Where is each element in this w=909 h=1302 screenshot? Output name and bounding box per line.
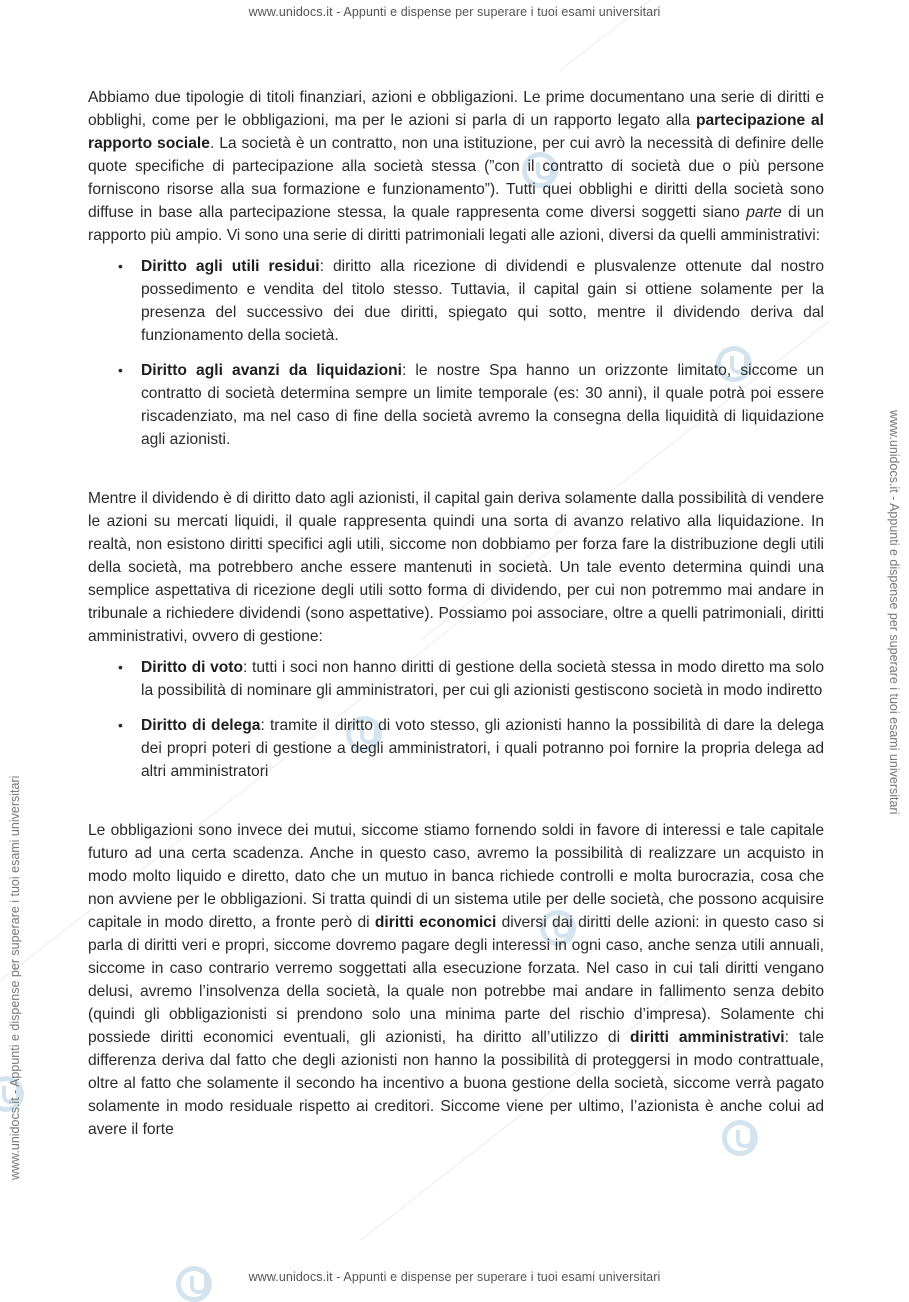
list-item xyxy=(141,656,824,702)
italic-term: parte xyxy=(746,204,782,221)
text-run: di un rapporto più ampio. Vi sono una serie di diritti patrimoniali legati alle azioni, diversi da quelli amministrativi: xyxy=(88,204,824,244)
bold-term: Diritto agli utili residui xyxy=(141,258,320,275)
list-item xyxy=(141,359,824,451)
bold-term: Diritto di delega xyxy=(141,717,261,734)
text-run: : tramite il diritto di voto stesso, gli azionisti hanno la possibilità di dare la delega dei propri poteri di gestione a degli amministratori, i quali potranno poi fornire la propria delega ad altri amministratori xyxy=(141,717,824,780)
header-watermark: www.unidocs.it - Appunti e dispense per superare i tuoi esami universitari xyxy=(248,5,661,19)
list-diritti-amministrativi xyxy=(88,656,824,783)
bold-term: partecipazione al rapporto sociale xyxy=(88,112,824,152)
text-run: Le obbligazioni sono invece dei mutui, siccome stiamo fornendo soldi in favore di interessi e tale capitale futuro ad una certa scadenza. Anche in questo caso, avremo la possibilità di realizzare un acquisto in modo molto liquido e diretto, dato che un mutuo in banca richiede controlli e molta burocrazia, cosa che non avviene per le obbligazioni. Si tratta quindi di un sistema utile per delle società, che possono acquisire capitale in modo diretto, a fronte però di xyxy=(88,822,824,931)
list-diritti-patrimoniali xyxy=(88,255,824,451)
document-body xyxy=(88,86,824,1141)
list-item xyxy=(141,714,824,783)
left-side-watermark: www.unidocs.it - Appunti e dispense per superare i tuoi esami universitari xyxy=(8,775,22,1180)
text-run: . La società è un contratto, non una istituzione, per cui avrò la necessità di definire delle quote specifiche di partecipazione alla società stessa (”con il contratto di società due o più persone forniscono risorse alla sua formazione e funzionamento”). Tutti quei obblighi e diritti della società sono diffuse in base alla partecipazione stessa, la quale rappresenta come diversi soggetti siano xyxy=(88,135,824,221)
right-side-watermark: www.unidocs.it - Appunti e dispense per superare i tuoi esami universitari xyxy=(887,410,901,815)
bold-term: Diritto di voto xyxy=(141,659,244,676)
text-run: Abbiamo due tipologie di titoli finanziari, azioni e obbligazioni. Le prime documentano una serie di diritti e obblighi, come per le obbligazioni, ma per le azioni si parla di un rapporto legato alla xyxy=(88,89,824,129)
text-run: : diritto alla ricezione di dividendi e plusvalenze ottenute dal nostro possedimento e vendita del titolo stesso. Tuttavia, il capital gain si ottiene solamente per la presenza del successivo dei due diritti, spiegato qui sotto, mentre il dividendo deriva dal funzionamento della società. xyxy=(141,258,824,344)
list-item xyxy=(141,255,824,347)
footer-watermark: www.unidocs.it - Appunti e dispense per superare i tuoi esami universitari xyxy=(248,1270,661,1284)
bold-term: diritti economici xyxy=(374,914,497,931)
paragraph-obbligazioni xyxy=(88,819,824,1141)
paragraph-dividendo: Mentre il dividendo è di diritto dato agli azionisti, il capital gain deriva solamente dalla possibilità di vendere le azioni su mercati liquidi, il quale rappresenta quindi una sorta di avanzo relativo alla liquidazione. In realtà, non esistono diritti specifici agli utili, siccome non dobbiamo per forza fare la distribuzione degli utili della società, ma potrebbero anche essere mantenuti in società. Un tale evento determina quindi una semplice aspettativa di ricezione degli utili sotto forma di dividendo, per cui non potremmo mai andare in tribunale a richiedere dividendi (sono aspettative). Possiamo poi associare, oltre a quelli patrimoniali, diritti amministrativi, ovvero di gestione: xyxy=(88,490,824,645)
text-run: : le nostre Spa hanno un orizzonte limitato, siccome un contratto di società determina sempre un limite temporale (es: 30 anni), il quale potrà poi essere riscadenziato, ma nel caso di fine della società avremo la consegna della liquidità di liquidazione agli azionisti. xyxy=(141,362,824,448)
bold-term: diritti amministrativi xyxy=(629,1029,785,1046)
paragraph-titoli xyxy=(88,86,824,247)
text-run: : tale differenza deriva dal fatto che degli azionisti non hanno la possibilità di proteggersi in modo contrattuale, oltre al fatto che solamente il secondo ha incentivo a buona gestione della società, siccome verrà pagato solamente in modo residuale rispetto ai creditori. Siccome viene per ultimo, l’azionista è anche colui ad avere il forte xyxy=(88,1029,824,1138)
text-run: diversi dai diritti delle azioni: in questo caso si parla di diritti veri e propri, siccome dovremo pagare degli interessi in ogni caso, anche senza utili annuali, siccome in caso contrario verremo soggettati alla esecuzione forzata. Nel caso in cui tali diritti vengano delusi, avremo l’insolvenza della società, la quale non potrebbe mai andare in fallimento senza debito (quindi gli obbligazionisti si prendono solo una minima parte del rischio d’impresa). Solamente chi possiede diritti economici eventuali, gli azionisti, ha diritto all’utilizzo di xyxy=(88,914,824,1046)
text-run: : tutti i soci non hanno diritti di gestione della società stessa in modo diretto ma solo la possibilità di nominare gli amministratori, per cui gli azionisti gestiscono società in modo indiretto xyxy=(141,659,824,699)
bold-term: Diritto agli avanzi da liquidazioni xyxy=(141,362,402,379)
